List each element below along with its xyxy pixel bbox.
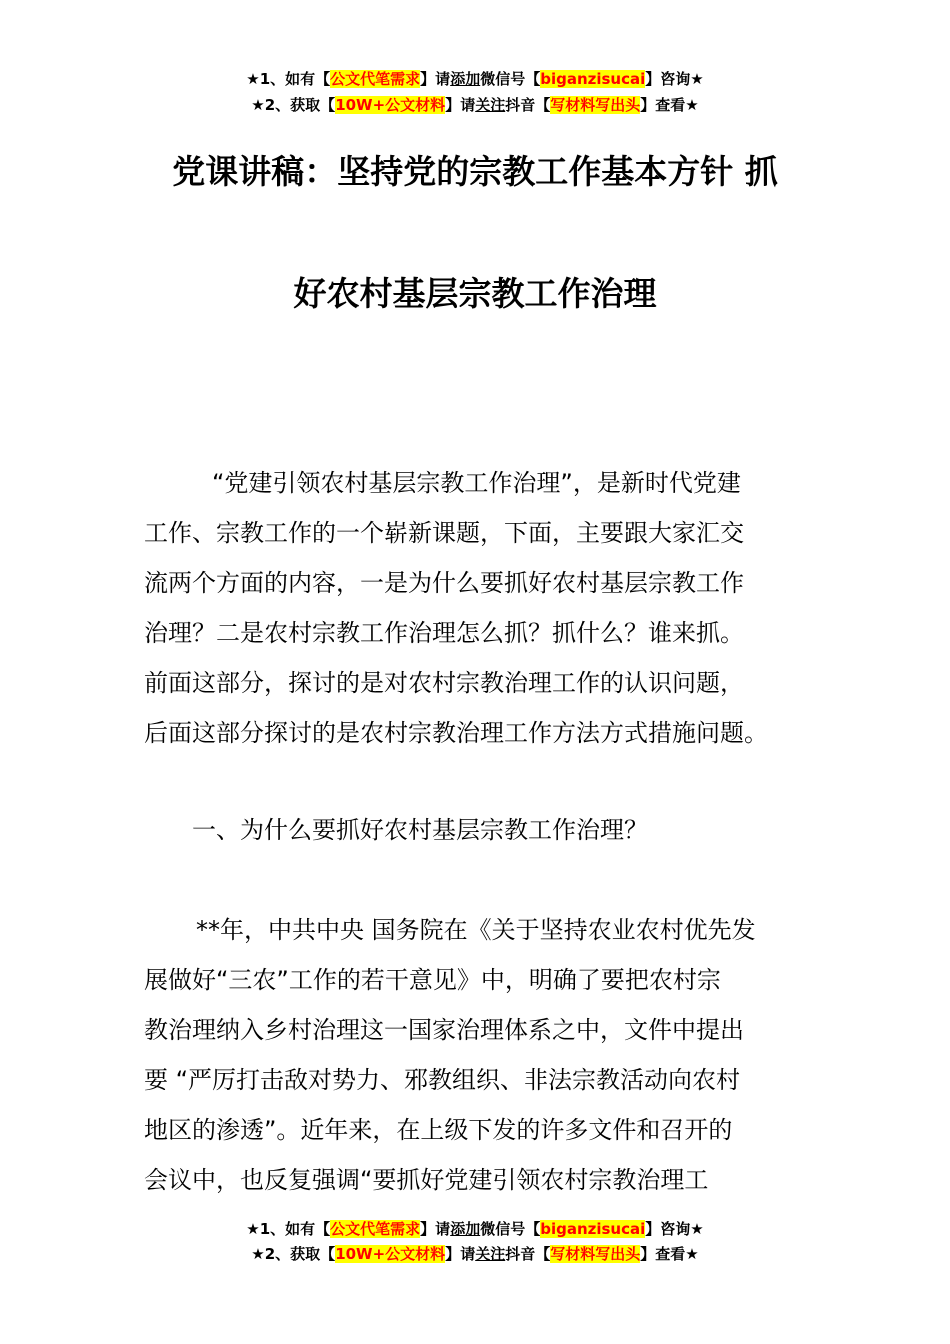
footer-ad-2-mid1: 】请 <box>445 1245 476 1263</box>
header-ad-2-prefix: ★2、获取【 <box>251 96 336 114</box>
header-ad-2-mid2: 抖音【 <box>505 96 551 114</box>
body-line-2: 展做好“三农”工作的若干意见》中，明确了要把农村宗 <box>144 966 721 994</box>
header-ad-1-highlight-wechat: biganzisucai <box>540 70 646 88</box>
header-ad-1-highlight-service: 公文代笔需求 <box>330 70 421 88</box>
header-ad-1-mid1: 】请 <box>420 70 451 88</box>
header-ad-line-1 <box>0 68 950 90</box>
footer-ad-1-mid1: 】请 <box>420 1220 451 1238</box>
page-title-line-2: 好农村基层宗教工作治理 <box>293 274 657 313</box>
intro-line-2: 工作、宗教工作的一个崭新课题，下面，主要跟大家汇交 <box>144 519 744 547</box>
footer-ad-2-highlight-douyin: 写材料写出头 <box>550 1245 641 1263</box>
footer-ad-2-suffix: 】查看★ <box>640 1245 699 1263</box>
footer-ad-2-highlight-materials: 10W+公文材料 <box>335 1245 446 1263</box>
footer-ad-line-1 <box>0 1218 950 1240</box>
body-line-3: 教治理纳入乡村治理这一国家治理体系之中，文件中提出 <box>144 1016 744 1044</box>
page-title-line-1: 党课讲稿：坚持党的宗教工作基本方针 抓 <box>172 152 778 191</box>
intro-line-3: 流两个方面的内容，一是为什么要抓好农村基层宗教工作 <box>144 569 744 597</box>
footer-ad-1-suffix: 】咨询★ <box>645 1220 704 1238</box>
footer-ad-1-underlined: 添加 <box>450 1220 481 1238</box>
header-ad-2-highlight-douyin: 写材料写出头 <box>550 96 641 114</box>
footer-ad-2-mid2: 抖音【 <box>505 1245 551 1263</box>
footer-ad-1-prefix: ★1、如有【 <box>246 1220 331 1238</box>
body-line-1: **年，中共中央 国务院在《关于坚持农业农村优先发 <box>196 916 756 944</box>
body-line-5: 地区的渗透”。近年来，在上级下发的许多文件和召开的 <box>144 1116 733 1144</box>
footer-ad-2-prefix: ★2、获取【 <box>251 1245 336 1263</box>
header-ad-1-mid2: 微信号【 <box>480 70 541 88</box>
footer-ad-1-highlight-wechat: biganzisucai <box>540 1220 646 1238</box>
intro-line-4: 治理？二是农村宗教工作治理怎么抓？抓什么？谁来抓。 <box>144 619 744 647</box>
section-heading: 一、为什么要抓好农村基层宗教工作治理？ <box>192 816 648 844</box>
header-ad-2-mid1: 】请 <box>445 96 476 114</box>
header-ad-2-suffix: 】查看★ <box>640 96 699 114</box>
header-ad-1-suffix: 】咨询★ <box>645 70 704 88</box>
body-line-4: 要 “严厉打击敌对势力、邪教组织、非法宗教活动向农村 <box>144 1066 741 1094</box>
header-ad-2-highlight-materials: 10W+公文材料 <box>335 96 446 114</box>
header-ad-1-underlined: 添加 <box>450 70 481 88</box>
footer-ad-2-underlined: 关注 <box>475 1245 506 1263</box>
body-line-6: 会议中，也反复强调“要抓好党建引领农村宗教治理工 <box>144 1166 709 1194</box>
header-ad-1-prefix: ★1、如有【 <box>246 70 331 88</box>
intro-line-5: 前面这部分，探讨的是对农村宗教治理工作的认识问题， <box>144 669 744 697</box>
footer-ad-1-highlight-service: 公文代笔需求 <box>330 1220 421 1238</box>
body-paragraph <box>144 905 808 1205</box>
header-ad-line-2 <box>0 94 950 116</box>
header-ad-2-underlined: 关注 <box>475 96 506 114</box>
footer-ad-1-mid2: 微信号【 <box>480 1220 541 1238</box>
intro-paragraph <box>144 458 808 758</box>
footer-ad-line-2 <box>0 1243 950 1265</box>
intro-line-6: 后面这部分探讨的是农村宗教治理工作方法方式措施问题。 <box>144 719 768 747</box>
intro-line-1: “党建引领农村基层宗教工作治理”，是新时代党建 <box>212 469 741 497</box>
